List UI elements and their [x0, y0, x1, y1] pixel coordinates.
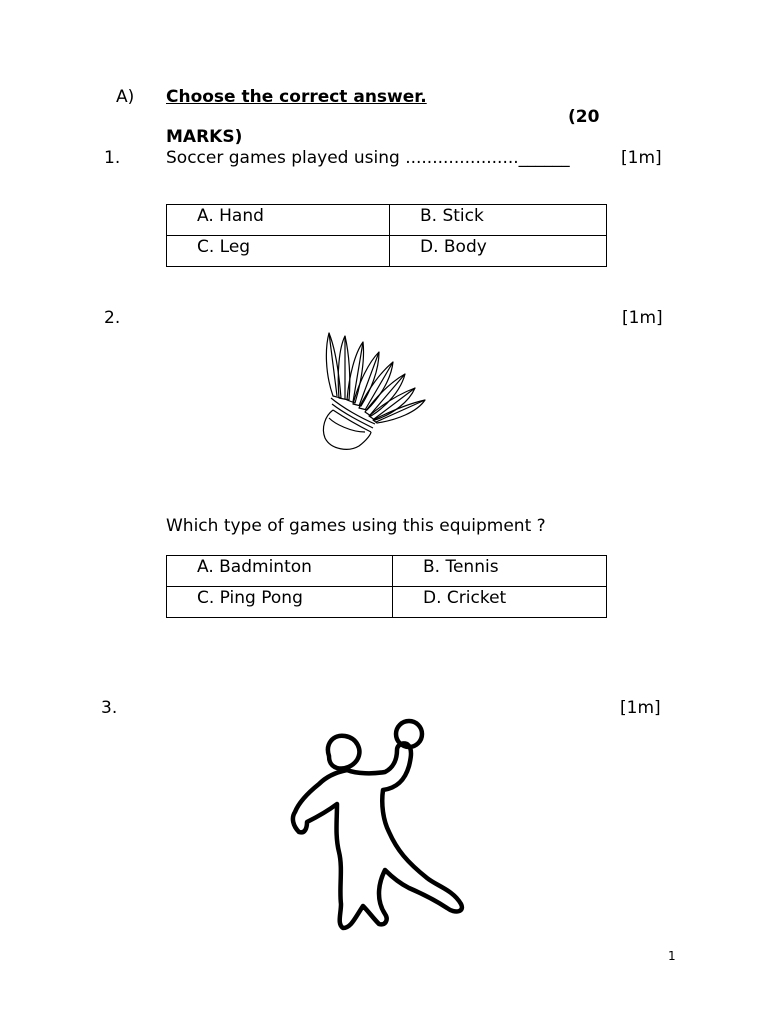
option-cell[interactable] — [390, 236, 607, 267]
section-title: Choose the correct answer. — [166, 87, 427, 107]
option-cell[interactable] — [393, 556, 607, 587]
option-cell[interactable] — [167, 587, 393, 618]
question-2-number: 2. — [104, 308, 121, 328]
option-cell[interactable] — [393, 587, 607, 618]
option-cell[interactable] — [167, 556, 393, 587]
option-cell[interactable] — [390, 205, 607, 236]
question-3-marks: [1m] — [620, 698, 661, 718]
option-a: A. Badminton — [197, 557, 312, 577]
option-cell[interactable] — [167, 236, 390, 267]
option-c: C. Leg — [197, 237, 251, 257]
shuttlecock-icon — [315, 328, 435, 458]
question-1-number: 1. — [104, 148, 121, 168]
total-marks-open: (20 — [568, 107, 600, 127]
option-cell[interactable] — [167, 205, 390, 236]
question-2-options-table — [166, 555, 607, 618]
option-b: B. Tennis — [423, 557, 499, 577]
option-d: D. Cricket — [423, 588, 507, 608]
section-label: A) — [116, 87, 135, 107]
question-1-marks: [1m] — [621, 148, 662, 168]
option-c: C. Ping Pong — [197, 588, 303, 608]
page-number: 1 — [668, 949, 676, 963]
question-2-marks: [1m] — [622, 308, 663, 328]
option-d: D. Body — [420, 237, 487, 257]
question-3-number: 3. — [101, 698, 118, 718]
option-a: A. Hand — [197, 206, 264, 226]
total-marks-close: MARKS) — [166, 127, 243, 147]
option-b: B. Stick — [420, 206, 484, 226]
handball-player-icon — [285, 718, 475, 938]
question-1-text: Soccer games played using .....................______ — [166, 148, 570, 168]
question-2-text: Which type of games using this equipment ? — [166, 516, 546, 536]
question-1-options-table — [166, 204, 607, 267]
